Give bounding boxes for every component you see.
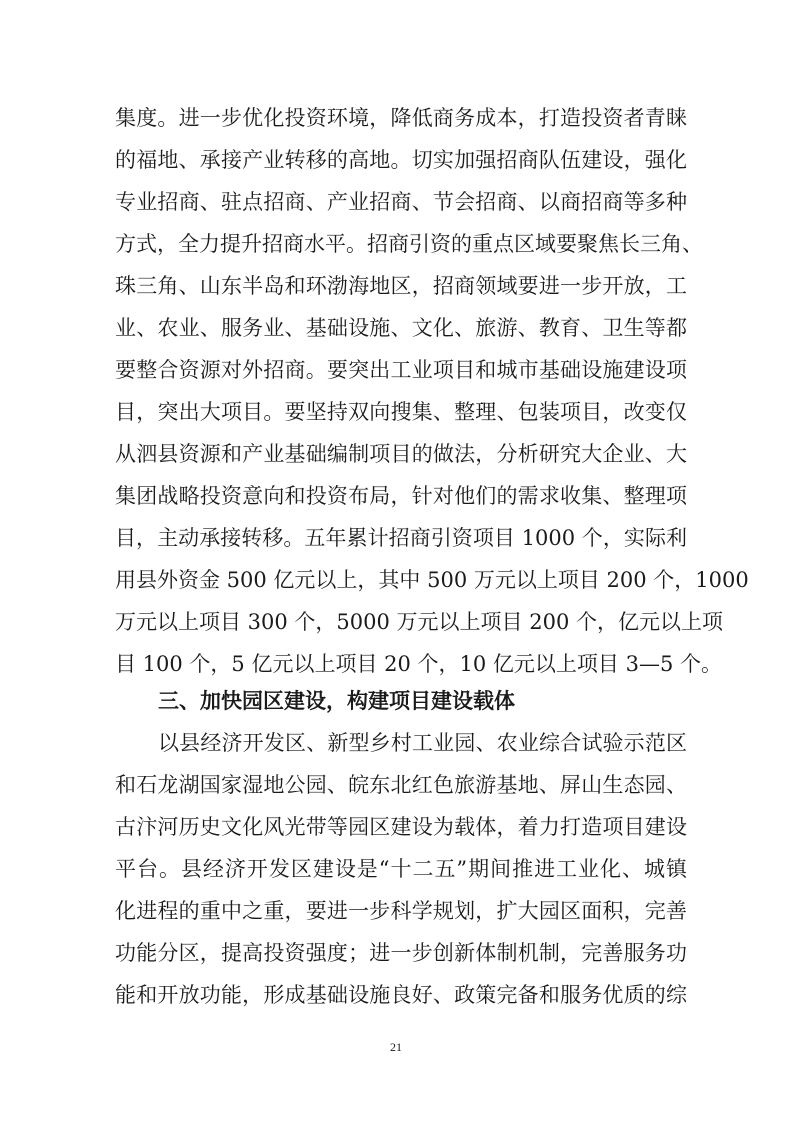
paragraph-line: 能和开放功能，形成基础设施良好、政策完备和服务优质的综 bbox=[115, 983, 687, 1007]
paragraph-line: 的福地、承接产业转移的高地。切实加强招商队伍建设，强化 bbox=[115, 148, 687, 172]
paragraph-line: 以县经济开发区、新型乡村工业园、农业综合试验示范区 bbox=[158, 731, 687, 755]
paragraph-line: 功能分区，提高投资强度；进一步创新体制机制，完善服务功 bbox=[115, 941, 687, 965]
paragraph-line: 从泗县资源和产业基础编制项目的做法，分析研究大企业、大 bbox=[115, 442, 687, 466]
paragraph-line: 集度。进一步优化投资环境，降低商务成本，打造投资者青睐 bbox=[115, 106, 687, 130]
paragraph-line: 万元以上项目 300 个，5000 万元以上项目 200 个，亿元以上项 bbox=[115, 610, 723, 634]
paragraph-line: 集团战略投资意向和投资布局，针对他们的需求收集、整理项 bbox=[115, 484, 687, 508]
paragraph-line: 目，突出大项目。要坚持双向搜集、整理、包装项目，改变仅 bbox=[115, 400, 687, 424]
paragraph-line: 专业招商、驻点招商、产业招商、节会招商、以商招商等多种 bbox=[115, 190, 687, 214]
paragraph-line: 要整合资源对外招商。要突出工业项目和城市基础设施建设项 bbox=[115, 358, 687, 382]
paragraph-line: 古汴河历史文化风光带等园区建设为载体，着力打造项目建设 bbox=[115, 815, 687, 839]
paragraph-line: 平台。县经济开发区建设是“十二五”期间推进工业化、城镇 bbox=[115, 857, 687, 881]
paragraph-line: 珠三角、山东半岛和环渤海地区，招商领域要进一步开放，工 bbox=[115, 274, 687, 298]
paragraph-line: 目，主动承接转移。五年累计招商引资项目 1000 个，实际利 bbox=[115, 526, 687, 550]
paragraph-line: 方式，全力提升招商水平。招商引资的重点区域要聚焦长三角、 bbox=[115, 232, 703, 256]
section-heading: 三、加快园区建设，构建项目建设载体 bbox=[158, 688, 515, 713]
paragraph-line: 业、农业、服务业、基础设施、文化、旅游、教育、卫生等都 bbox=[115, 316, 687, 340]
paragraph-line: 用县外资金 500 亿元以上，其中 500 万元以上项目 200 个，1000 bbox=[115, 568, 749, 592]
paragraph-line: 目 100 个，5 亿元以上项目 20 个，10 亿元以上项目 3—5 个。 bbox=[115, 652, 723, 676]
paragraph-line: 和石龙湖国家湿地公园、皖东北红色旅游基地、屏山生态园、 bbox=[115, 773, 687, 797]
page-number: 21 bbox=[390, 1040, 402, 1054]
paragraph-line: 化进程的重中之重，要进一步科学规划，扩大园区面积，完善 bbox=[115, 899, 687, 923]
